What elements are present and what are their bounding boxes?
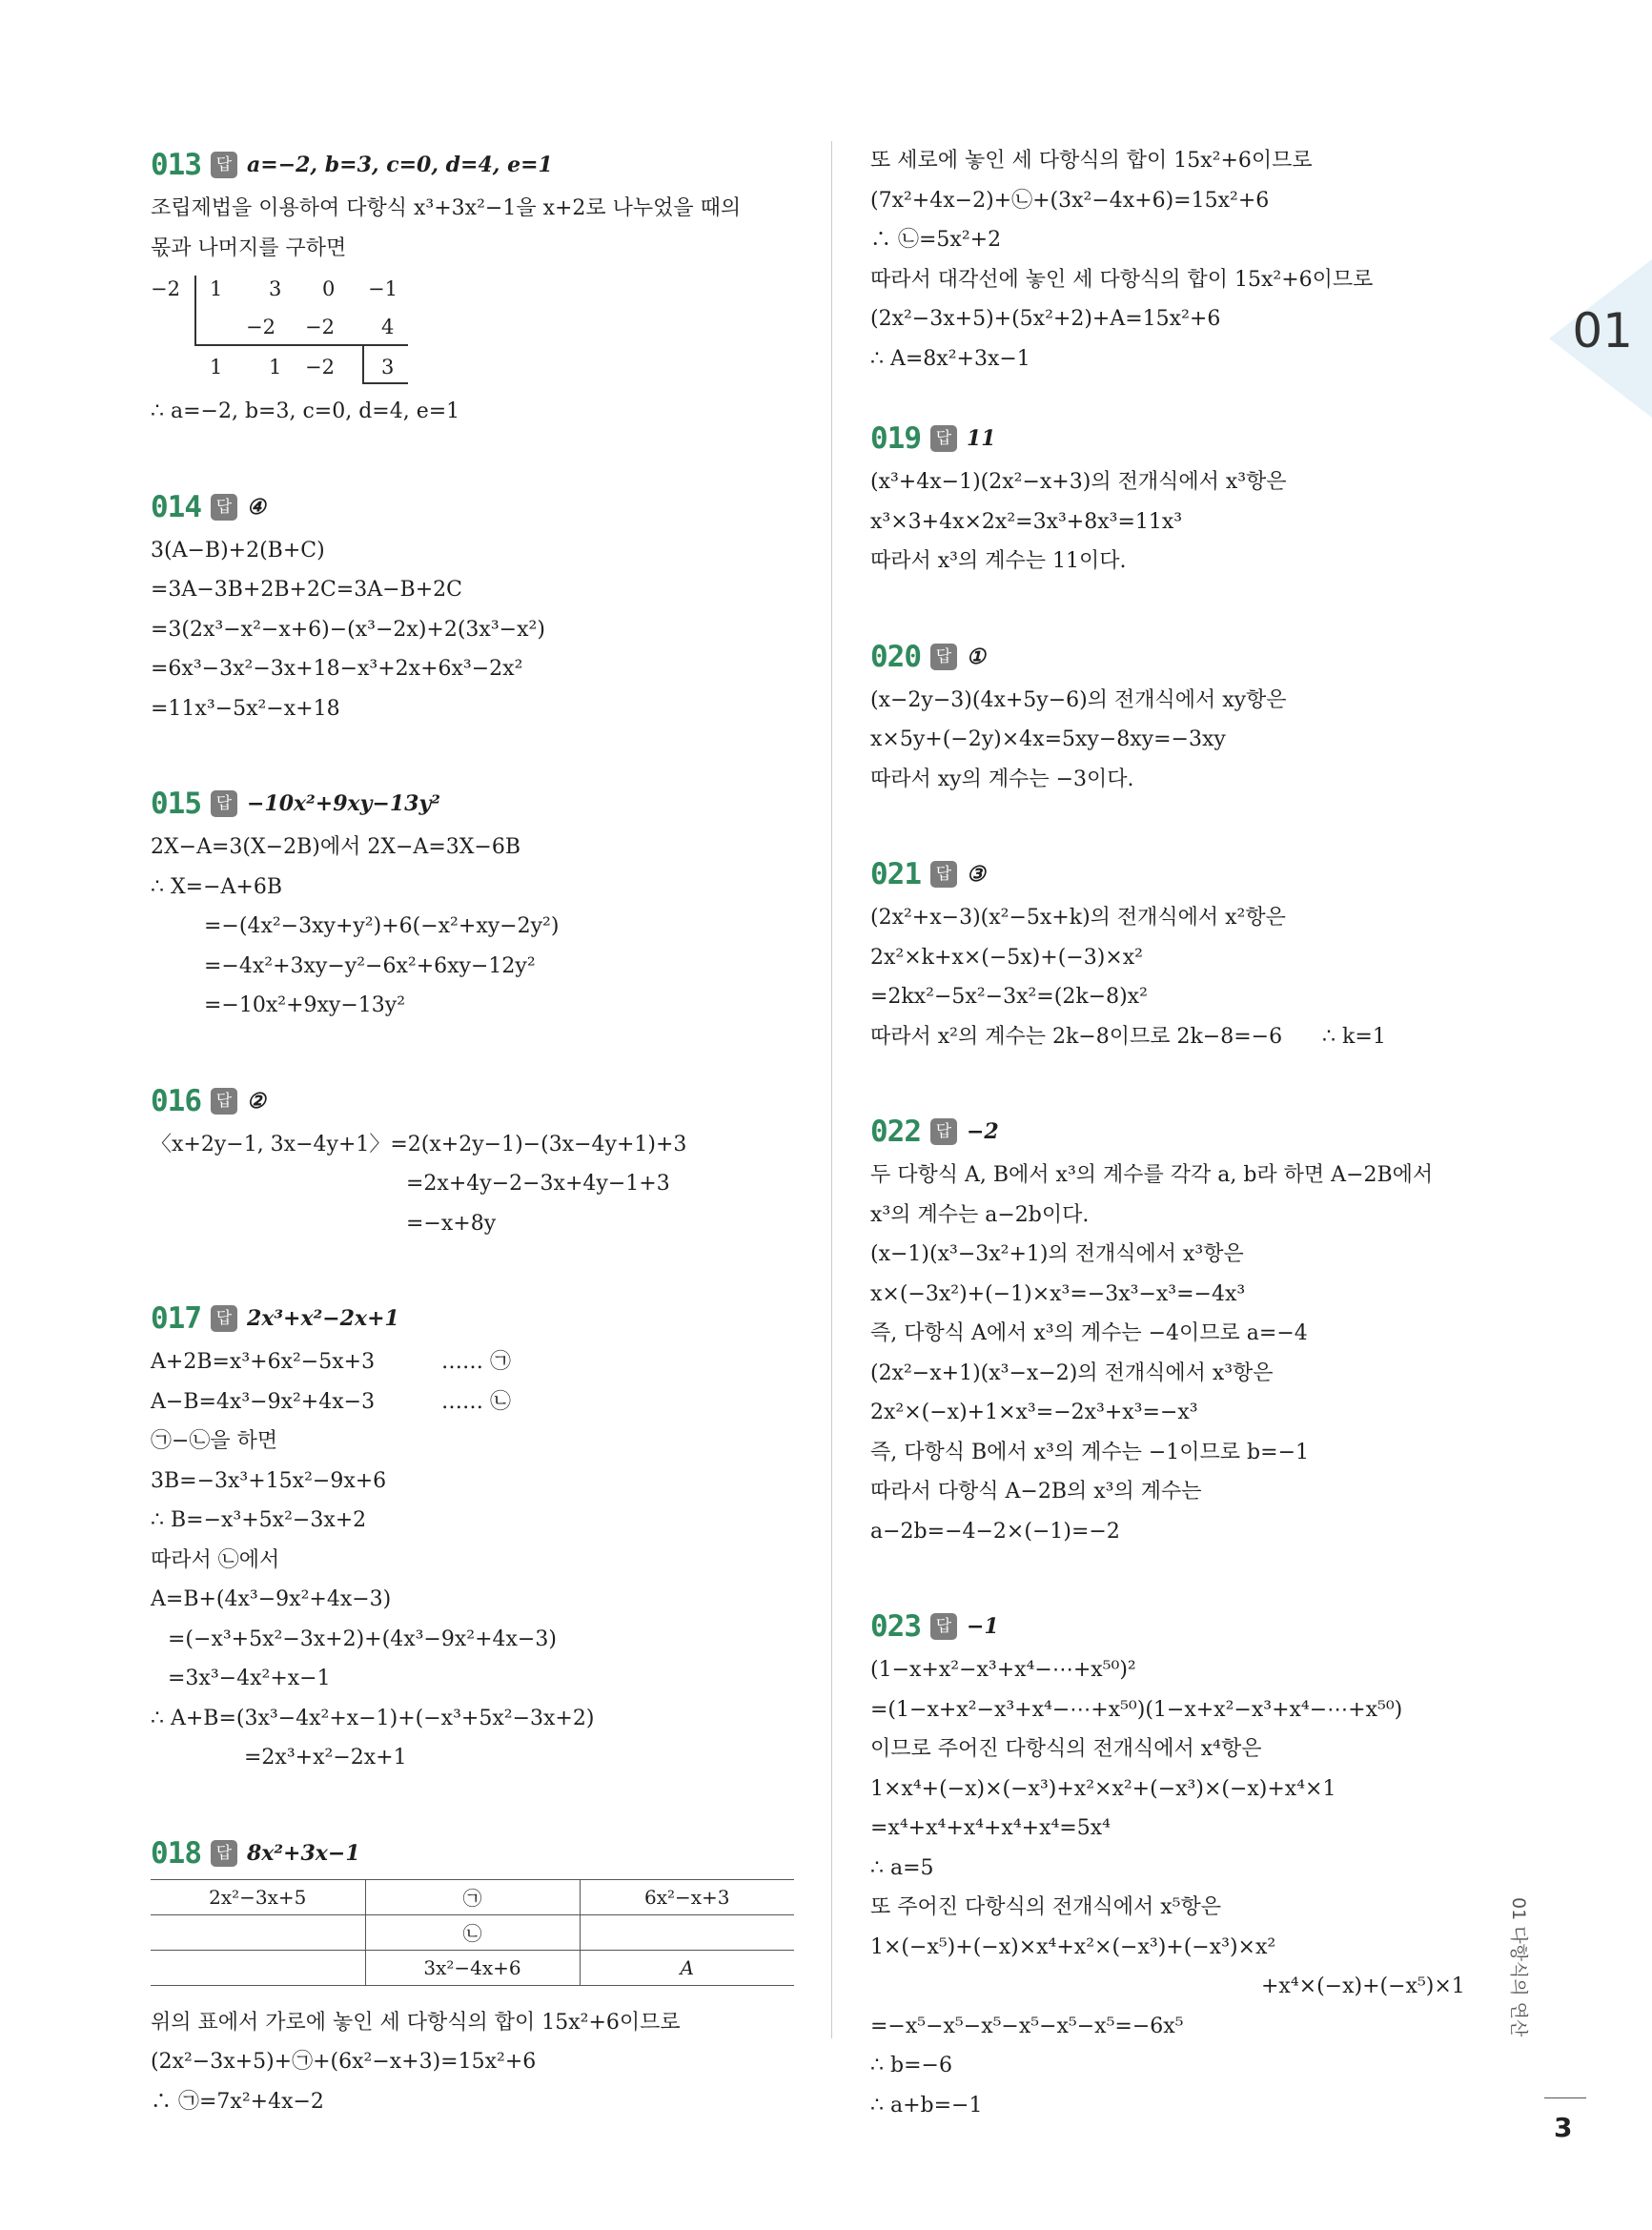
answer-text: 2x³+x²−2x+1 <box>247 1306 399 1331</box>
solution-line: ∴ a+b=−1 <box>870 2093 983 2117</box>
answer-tag: 답 <box>930 425 957 452</box>
problem-023 <box>870 1605 1538 2125</box>
solution-line: 따라서 ㉡에서 <box>151 1547 280 1572</box>
table-cell: 6x²−x+3 <box>580 1879 794 1914</box>
problem-number: 015 <box>151 787 201 821</box>
coef: −2 <box>305 316 335 338</box>
page-number: 3 <box>1554 2112 1573 2143</box>
solution-line: (x−2y−3)(4x+5y−6)의 전개식에서 xy항은 <box>870 687 1287 712</box>
problem-020 <box>870 635 1538 800</box>
table-cell: ㉠ <box>365 1879 580 1914</box>
problem-number: 022 <box>870 1115 921 1149</box>
coef: −2 <box>246 316 275 338</box>
remainder: 3 <box>381 356 395 378</box>
page-rule <box>1544 2097 1586 2098</box>
answer-text: −2 <box>967 1119 999 1144</box>
answer-text: 11 <box>967 426 996 451</box>
solution-line: 2x²×k+x×(−5x)+(−3)×x² <box>870 945 1143 970</box>
solution-line: a−2b=−4−2×(−1)=−2 <box>870 1519 1120 1544</box>
coef: 4 <box>381 316 395 338</box>
chapter-number: 01 <box>1572 303 1633 358</box>
problem-number: 016 <box>151 1083 201 1118</box>
answer-tag: 답 <box>930 1118 957 1145</box>
solution-line: ∴ A=8x²+3x−1 <box>870 346 1030 371</box>
solution-line: 2X−A=3(X−2B)에서 2X−A=3X−6B <box>151 835 521 859</box>
problem-number: 020 <box>870 639 921 674</box>
coef: 1 <box>210 277 223 300</box>
solution-line: A=B+(4x³−9x²+4x−3) <box>151 1587 392 1611</box>
solution-line: ∴ ㉡=5x²+2 <box>870 228 1002 252</box>
solution-line: 따라서 x²의 계수는 2k−8이므로 2k−8=−6 ∴ k=1 <box>870 1024 1386 1049</box>
synthetic-division <box>151 268 437 392</box>
answer-tag: 답 <box>930 1613 957 1640</box>
problem-number: 023 <box>870 1609 921 1644</box>
coef: −1 <box>368 277 398 300</box>
solution-line: 두 다항식 A, B에서 x³의 계수를 각각 a, b라 하면 A−2B에서 <box>870 1163 1434 1187</box>
solution-line: 위의 표에서 가로에 놓인 세 다항식의 합이 15x²+6이므로 <box>151 2010 681 2035</box>
problem-018-continued <box>870 141 1538 378</box>
answer-tag: 답 <box>211 1088 237 1115</box>
solution-line: 3(A−B)+2(B+C) <box>151 538 325 563</box>
problem-022 <box>870 1110 1538 1551</box>
solution-line: 조립제법을 이용하여 다항식 x³+3x²−1을 x+2로 나누었을 때의 <box>151 196 742 220</box>
problem-017 <box>151 1297 799 1778</box>
solution-line: (2x²−3x+5)+㉠+(6x²−x+3)=15x²+6 <box>151 2050 537 2074</box>
coef: 1 <box>210 356 223 378</box>
coef: −2 <box>305 356 335 378</box>
problem-019 <box>870 417 1538 582</box>
answer-text: 8x²+3x−1 <box>247 1840 360 1866</box>
solution-line: (x−1)(x³−3x²+1)의 전개식에서 x³항은 <box>870 1242 1244 1266</box>
divisor: −2 <box>151 277 180 300</box>
solution-line: x×(−3x²)+(−1)×x³=−3x³−x³=−4x³ <box>870 1281 1246 1306</box>
solution-line: (1−x+x²−x³+x⁴−⋯+x⁵⁰)² <box>870 1658 1136 1682</box>
answer-tag: 답 <box>211 152 237 178</box>
table-row <box>151 1950 794 1985</box>
solution-line: 즉, 다항식 A에서 x³의 계수는 −4이므로 a=−4 <box>870 1321 1308 1345</box>
solution-line: =11x³−5x²−x+18 <box>151 696 340 721</box>
answer-text: ④ <box>247 494 266 520</box>
solution-line: x×5y+(−2y)×4x=5xy−8xy=−3xy <box>870 727 1226 751</box>
table-row <box>151 1914 794 1950</box>
table-cell: A <box>580 1950 794 1985</box>
left-column <box>151 143 799 2121</box>
solution-line: =−x+8y <box>406 1211 497 1236</box>
solution-line: =(1−x+x²−x³+x⁴−⋯+x⁵⁰)(1−x+x²−x³+x⁴−⋯+x⁵⁰) <box>870 1697 1403 1722</box>
solution-line: =x⁴+x⁴+x⁴+x⁴+x⁴=5x⁴ <box>870 1816 1111 1840</box>
solution-line: 몫과 나머지를 구하면 <box>151 235 347 260</box>
answer-tag: 답 <box>211 790 237 817</box>
table-cell: 2x²−3x+5 <box>151 1879 365 1914</box>
column-divider <box>831 141 832 2038</box>
solution-line: 따라서 다항식 A−2B의 x³의 계수는 <box>870 1480 1202 1504</box>
solution-line: 따라서 x³의 계수는 11이다. <box>870 549 1127 573</box>
solution-line: =3x³−4x²+x−1 <box>168 1667 331 1690</box>
solution-line: =(−x³+5x²−3x+2)+(4x³−9x²+4x−3) <box>168 1626 557 1651</box>
solution-line: ∴ ㉠=7x²+4x−2 <box>151 2089 324 2114</box>
problem-number: 013 <box>151 148 201 182</box>
table-cell <box>580 1914 794 1950</box>
solution-line: ∴ b=−6 <box>870 2054 952 2077</box>
problem-number: 017 <box>151 1301 201 1336</box>
solution-line: 또 세로에 놓인 세 다항식의 합이 15x²+6이므로 <box>870 149 1313 173</box>
problem-016 <box>151 1079 799 1244</box>
right-column <box>870 141 1538 2125</box>
solution-line: =2kx²−5x²−3x²=(2k−8)x² <box>870 985 1148 1009</box>
solution-line: =2x³+x²−2x+1 <box>244 1746 407 1770</box>
chapter-title: 01 다항식의 연산 <box>1508 1897 1529 2037</box>
answer-text: ② <box>247 1088 266 1114</box>
answer-text: a=−2, b=3, c=0, d=4, e=1 <box>247 153 553 177</box>
solution-line: (2x²−x+1)(x³−x−2)의 전개식에서 x³항은 <box>870 1361 1274 1385</box>
solution-line: x³×3+4x×2x²=3x³+8x³=11x³ <box>870 509 1183 534</box>
solution-line: ∴ a=5 <box>870 1855 934 1880</box>
problem-014 <box>151 485 799 729</box>
answer-tag: 답 <box>211 494 237 521</box>
solution-line: 또 주어진 다항식의 전개식에서 x⁵항은 <box>870 1895 1221 1919</box>
solution-line: 3B=−3x³+15x²−9x+6 <box>151 1468 387 1493</box>
solution-line: A+2B=x³+6x²−5x+3 …… ㉠ <box>151 1350 511 1374</box>
solution-line: x³의 계수는 a−2b이다. <box>870 1202 1090 1227</box>
solution-line: +x⁴×(−x)+(−x⁵)×1 <box>1261 1974 1465 1998</box>
problem-013 <box>151 143 799 432</box>
solution-line: =−x⁵−x⁵−x⁵−x⁵−x⁵−x⁵=−6x⁵ <box>870 2014 1184 2038</box>
solution-line: (x³+4x−1)(2x²−x+3)의 전개식에서 x³항은 <box>870 470 1287 494</box>
table-cell: ㉡ <box>365 1914 580 1950</box>
solution-line: 이므로 주어진 다항식의 전개식에서 x⁴항은 <box>870 1737 1262 1761</box>
solution-line: ㉠−㉡을 하면 <box>151 1429 278 1453</box>
answer-tag: 답 <box>930 861 957 888</box>
problem-number: 021 <box>870 857 921 891</box>
solution-line: =−10x²+9xy−13y² <box>204 993 406 1017</box>
problem-number: 019 <box>870 421 921 456</box>
solution-line: (2x²+x−3)(x²−5x+k)의 전개식에서 x²항은 <box>870 906 1286 930</box>
problem-number: 018 <box>151 1835 201 1871</box>
solution-line: ∴ A+B=(3x³−4x²+x−1)+(−x³+5x²−3x+2) <box>151 1706 595 1730</box>
answer-tag: 답 <box>930 644 957 670</box>
answer-tag: 답 <box>211 1840 237 1867</box>
solution-line: 따라서 대각선에 놓인 세 다항식의 합이 15x²+6이므로 <box>870 267 1374 292</box>
solution-line: 1×x⁴+(−x)×(−x³)+x²×x²+(−x³)×(−x)+x⁴×1 <box>870 1776 1336 1801</box>
answer-text: −10x²+9xy−13y² <box>247 791 440 816</box>
solution-line: ∴ a=−2, b=3, c=0, d=4, e=1 <box>151 399 460 423</box>
coef: 0 <box>322 277 336 300</box>
solution-line: 즉, 다항식 B에서 x³의 계수는 −1이므로 b=−1 <box>870 1440 1310 1464</box>
solution-line: (2x²−3x+5)+(5x²+2)+A=15x²+6 <box>870 307 1221 331</box>
solution-line: ∴ B=−x³+5x²−3x+2 <box>151 1508 367 1532</box>
solution-line: =6x³−3x²−3x+18−x³+2x+6x³−2x² <box>151 657 523 681</box>
solution-line: =2x+4y−2−3x+4y−1+3 <box>406 1172 670 1196</box>
solution-line: ∴ X=−A+6B <box>151 874 283 899</box>
problem-018 <box>151 1831 799 2122</box>
answer-text: ① <box>967 644 986 669</box>
solution-line: =3A−3B+2B+2C=3A−B+2C <box>151 578 462 602</box>
problem-number: 014 <box>151 489 201 524</box>
solution-line: 1×(−x⁵)+(−x)×x⁴+x²×(−x³)+(−x³)×x² <box>870 1934 1276 1959</box>
table-row <box>151 1879 794 1914</box>
solution-line: (7x²+4x−2)+㉡+(3x²−4x+6)=15x²+6 <box>870 188 1270 213</box>
solution-line: =−(4x²−3xy+y²)+6(−x²+xy−2y²) <box>204 914 560 938</box>
problem-021 <box>870 852 1538 1056</box>
magic-square-table <box>151 1879 794 1986</box>
table-cell <box>151 1914 365 1950</box>
solution-line: 따라서 xy의 계수는 −3이다. <box>870 767 1134 791</box>
problem-015 <box>151 782 799 1026</box>
answer-tag: 답 <box>211 1305 237 1332</box>
solution-line: =3(2x³−x²−x+6)−(x³−2x)+2(3x³−x²) <box>151 617 545 642</box>
coef: 3 <box>269 277 282 300</box>
solution-line: =−4x²+3xy−y²−6x²+6xy−12y² <box>204 953 536 978</box>
coef: 1 <box>269 356 282 378</box>
answer-text: ③ <box>967 862 986 887</box>
answer-text: −1 <box>967 1614 999 1639</box>
solution-line: 〈x+2y−1, 3x−4y+1〉=2(x+2y−1)−(3x−4y+1)+3 <box>151 1132 687 1156</box>
table-cell <box>151 1950 365 1985</box>
table-cell: 3x²−4x+6 <box>365 1950 580 1985</box>
solution-line: 2x²×(−x)+1×x³=−2x³+x³=−x³ <box>870 1401 1198 1424</box>
solution-line: A−B=4x³−9x²+4x−3 …… ㉡ <box>151 1389 511 1414</box>
